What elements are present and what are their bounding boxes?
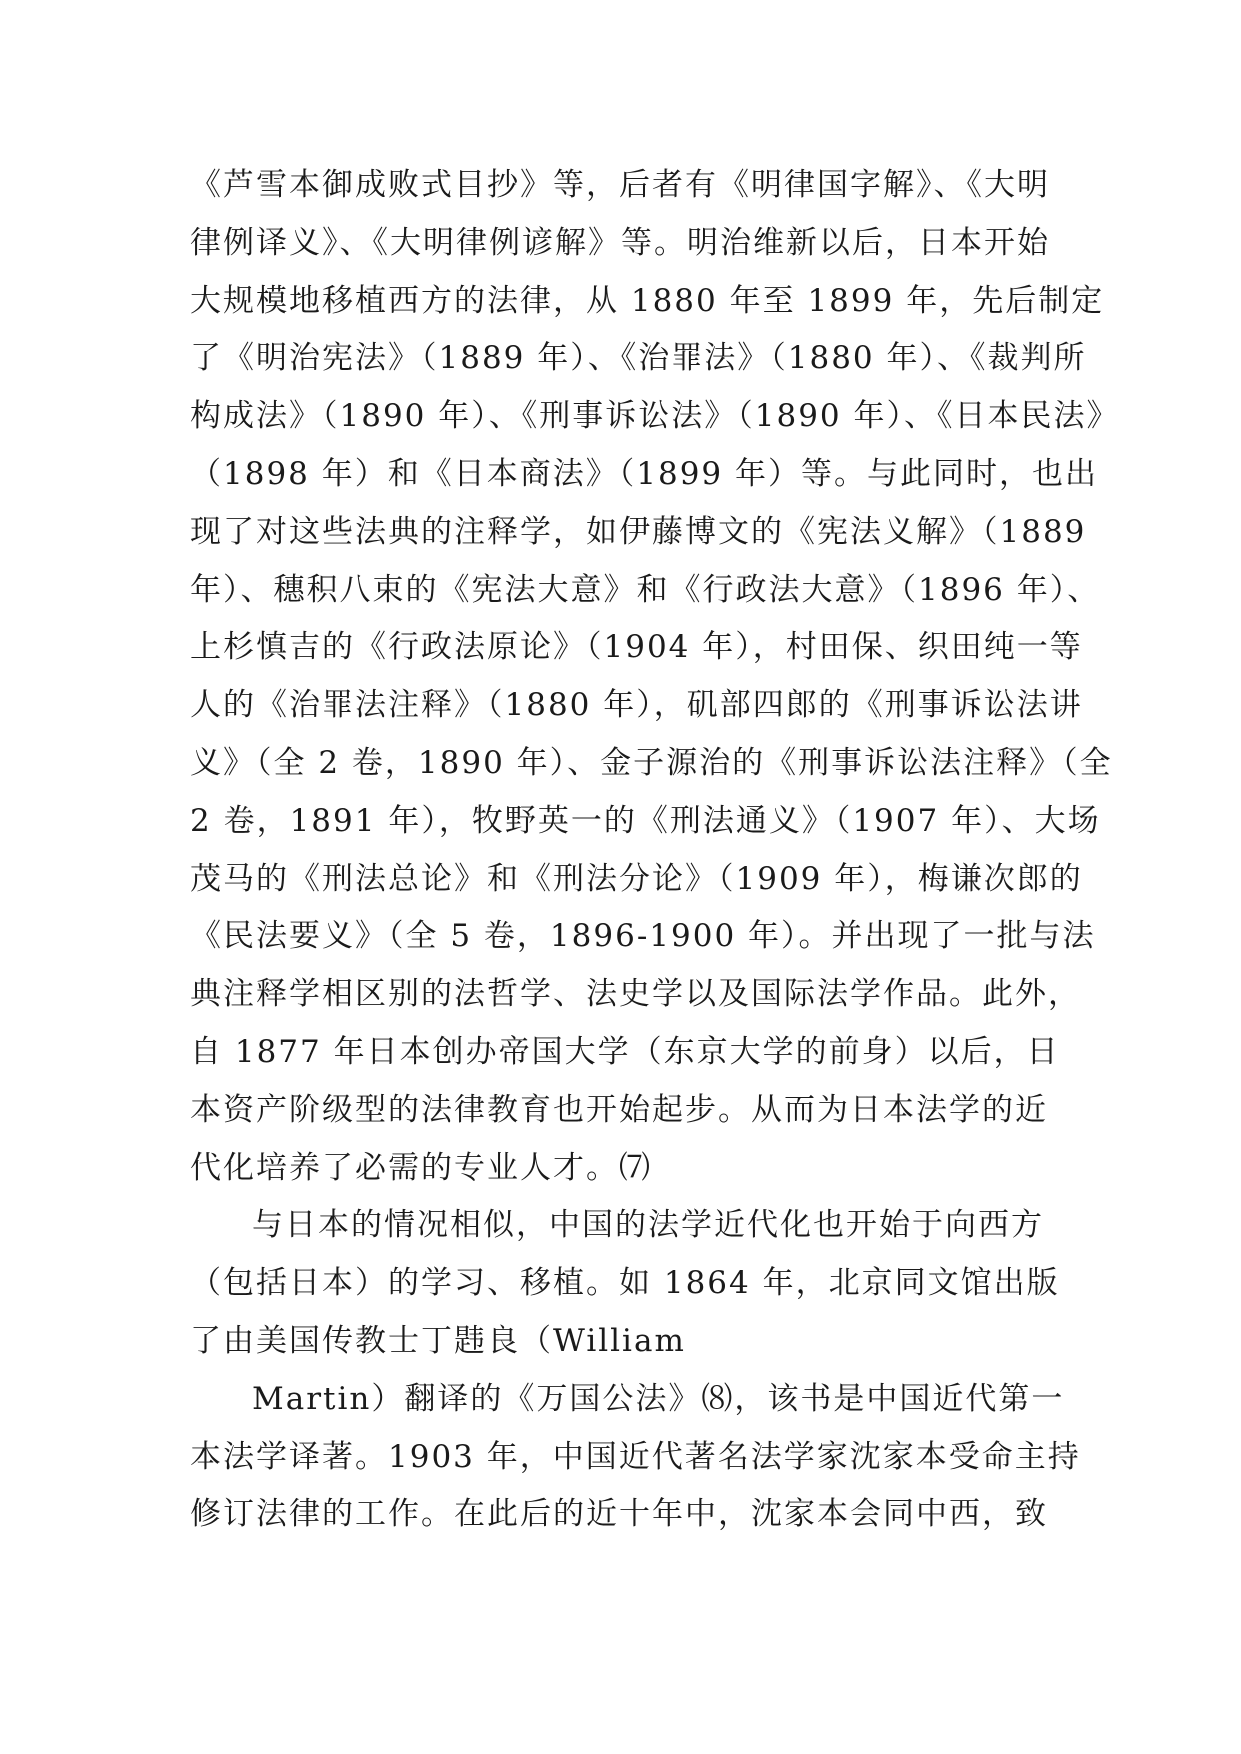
text-line: 大规模地移植西方的法律，从 1880 年至 1899 年，先后制定 — [190, 282, 1105, 319]
text-line: 了由美国传教士丁韪良（William — [190, 1322, 686, 1359]
body-text — [190, 157, 1120, 1544]
text-line: 典注释学相区别的法哲学、法史学以及国际法学作品。此外， — [190, 976, 1081, 1013]
text-line: 年）、穗积八束的《宪法大意》和《行政法大意》（1896 年）、 — [190, 571, 1101, 608]
text-line: 本资产阶级型的法律教育也开始起步。从而为日本法学的近 — [190, 1091, 1048, 1128]
text-line: 2 卷，1891 年），牧野英一的《刑法通义》（1907 年）、大场 — [190, 802, 1101, 839]
text-line: 了《明治宪法》（1889 年）、《治罪法》（1880 年）、《裁判所 — [190, 340, 1087, 377]
text-line: 《芦雪本御成败式目抄》等，后者有《明律国字解》、《大明 — [190, 167, 1050, 203]
text-line: 修订法律的工作。在此后的近十年中，沈家本会同中西，致 — [190, 1496, 1048, 1533]
text-line: 人的《治罪法注释》（1880 年），矶部四郎的《刑事诉讼法讲 — [190, 687, 1083, 724]
text-line: 代化培养了必需的专业人才。⑺ — [190, 1149, 652, 1186]
paragraph-start-line: Martin）翻译的《万国公法》⑻，该书是中国近代第一 — [252, 1380, 1065, 1417]
text-line: 构成法》（1890 年）、《刑事诉讼法》（1890 年）、《日本民法》 — [190, 398, 1120, 435]
text-line: （1898 年）和《日本商法》（1899 年）等。与此同时，也出 — [190, 455, 1098, 492]
text-line: 律例译义》、《大明律例谚解》等。明治维新以后，日本开始 — [190, 224, 1050, 261]
text-line: 本法学译著。1903 年，中国近代著名法学家沈家本受命主持 — [190, 1438, 1081, 1475]
text-line: 上杉慎吉的《行政法原论》（1904 年），村田保、织田纯一等 — [190, 629, 1083, 666]
text-line: 《民法要义》（全 5 卷，1896-1900 年）。并出现了一批与法 — [190, 918, 1096, 955]
text-line: 茂马的《刑法总论》和《刑法分论》（1909 年），梅谦次郎的 — [190, 860, 1083, 897]
text-line: 义》（全 2 卷，1890 年）、金子源治的《刑事诉讼法注释》（全 — [190, 744, 1113, 781]
paragraph-start-line: 与日本的情况相似，中国的法学近代化也开始于向西方 — [252, 1207, 1044, 1244]
text-line: 自 1877 年日本创办帝国大学（东京大学的前身）以后，日 — [190, 1033, 1060, 1070]
text-line: 现了对这些法典的注释学，如伊藤博文的《宪法义解》（1889 — [190, 513, 1087, 550]
text-line: （包括日本）的学习、移植。如 1864 年，北京同文馆出版 — [190, 1265, 1060, 1302]
